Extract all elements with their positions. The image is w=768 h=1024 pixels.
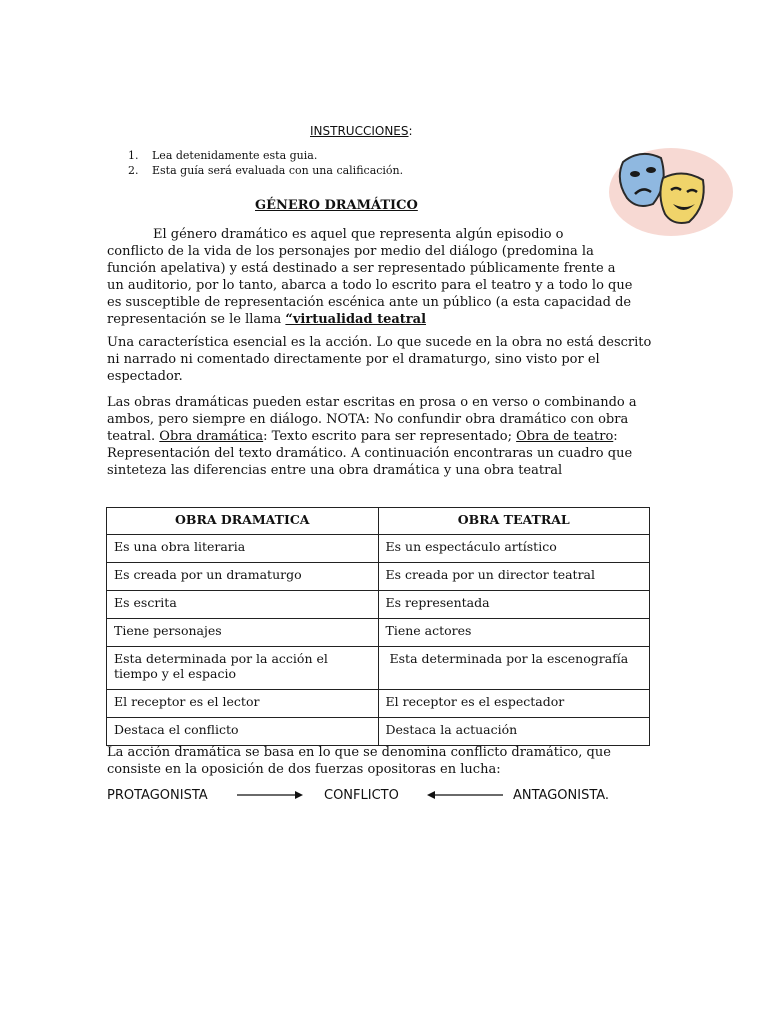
table-cell: Es un espectáculo artístico [378, 535, 650, 563]
table-row [107, 535, 650, 563]
arrow-left-icon [423, 786, 505, 808]
paragraph-obras [107, 394, 667, 479]
paragraph-line: El género dramático es aquel que representa algún episodio o [153, 227, 564, 242]
paragraph-line: es susceptible de representación escénica ante un público (a esta capacidad de [107, 295, 632, 310]
instruction-text: Lea detenidamente esta guia. [152, 149, 318, 162]
instruction-item [128, 148, 403, 163]
instructions-list [128, 148, 403, 178]
instruction-number: 2. [128, 164, 139, 177]
table-cell: Es creada por un dramaturgo [107, 563, 379, 591]
header-obra-dramatica: OBRA DRAMATICA [107, 508, 379, 535]
paragraph-line: conflicto de la vida de los personajes por medio del diálogo (predomina la [107, 244, 594, 259]
instruction-item [128, 163, 403, 178]
paragraph-text: : Representación del texto dramático. A continuación encontraras un cuadro que sinteteza las diferencias entre una obra dramática y una obra teatral [107, 429, 633, 478]
comparison-table [106, 507, 650, 746]
paragraph-line: función apelativa) y está destinado a ser representado públicamente frente a [107, 261, 616, 276]
table-cell: Es una obra literaria [107, 535, 379, 563]
paragraph-text: : Texto escrito para ser representado; [263, 429, 517, 444]
table-cell: Destaca el conflicto [107, 718, 379, 746]
table-cell: Esta determinada por la acción el tiempo y el espacio [107, 647, 379, 690]
paragraph-line [107, 311, 667, 328]
table-cell: Es escrita [107, 591, 379, 619]
instructions-title-suffix: : [408, 124, 413, 138]
paragraph-line-prefix: representación se le llama [107, 312, 286, 327]
document-title: GÉNERO DRAMÁTICO [255, 198, 418, 213]
instruction-text: Esta guía será evaluada con una calificación. [152, 164, 404, 177]
table-row [107, 647, 650, 690]
instructions-title: INSTRUCCIONES [310, 124, 409, 138]
label-conflicto: CONFLICTO [324, 788, 399, 803]
paragraph-conflicto: La acción dramática se basa en lo que se denomina conflicto dramático, que consiste en la oposición de dos fuerzas opositoras en lucha: [107, 745, 611, 777]
table-row [107, 563, 650, 591]
table-row [107, 591, 650, 619]
arrow-right-icon [235, 786, 307, 808]
table-cell: Es creada por un director teatral [378, 563, 650, 591]
paragraph-definition [107, 226, 667, 328]
instructions-heading [310, 124, 413, 138]
table-row [107, 718, 650, 746]
label-protagonista: PROTAGONISTA [107, 788, 208, 803]
paragraph-accion: Una característica esencial es la acción. Lo que sucede en la obra no está descrito ni narrado ni comentado directamente por el dramaturgo, sino visto por el espectador. [107, 335, 652, 384]
table-cell: El receptor es el lector [107, 690, 379, 718]
term-obra-dramatica: Obra dramática [159, 429, 264, 444]
table-row [107, 619, 650, 647]
header-obra-teatral: OBRA TEATRAL [378, 508, 650, 535]
paragraph-line: un auditorio, por lo tanto, abarca a todo lo escrito para el teatro y a todo lo que [107, 278, 633, 293]
table-cell: Esta determinada por la escenografía [378, 647, 650, 690]
conflict-diagram [107, 786, 627, 808]
paragraph-text: Las obras dramáticas pueden estar escritas en prosa o en verso o combinando a ambos, pero siempre en diálogo. NOTA: No confundir obra dramático con obra teatral. [107, 395, 637, 444]
table-row [107, 690, 650, 718]
table-cell: Tiene personajes [107, 619, 379, 647]
virtualidad-teatral-term: “virtualidad teatral [285, 312, 427, 327]
table-cell: Es representada [378, 591, 650, 619]
table-header-row [107, 508, 650, 535]
table-cell: Tiene actores [378, 619, 650, 647]
table-cell: El receptor es el espectador [378, 690, 650, 718]
term-obra-de-teatro: Obra de teatro [516, 429, 614, 444]
label-antagonista: ANTAGONISTA. [513, 788, 610, 803]
theater-masks-icon [593, 140, 733, 240]
instruction-number: 1. [128, 149, 139, 162]
table-cell: Destaca la actuación [378, 718, 650, 746]
